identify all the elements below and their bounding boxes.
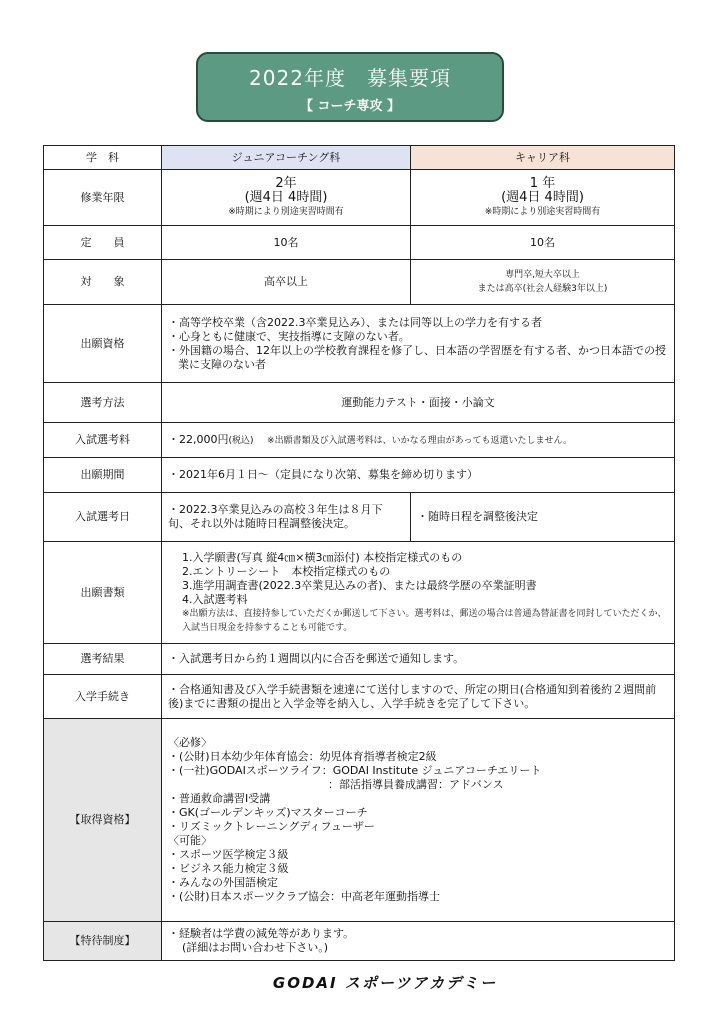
row-department <box>44 146 675 170</box>
fee-tax: (税込) <box>228 435 254 446</box>
selection-value: 運動能力テスト・面接・小論文 <box>162 383 675 423</box>
documents-note: ※出願方法は、直接持参していただくか郵送して下さい。選考料は、郵送の場合は普通為替証書を同封していただくか、入試当日現金を持参することも可能です。 <box>182 608 667 633</box>
row-documents <box>44 542 675 644</box>
career-hours: (週4日 4時間) <box>501 189 584 205</box>
application-period-value: ・2021年6月１日～（定員になり次第、募集を締め切ります） <box>162 458 675 493</box>
career-target <box>411 260 675 305</box>
row-enrollment <box>44 675 675 719</box>
qualification-item: ・普通救命講習Ⅰ受講 <box>168 792 271 805</box>
eligibility-label: 出願資格 <box>44 305 162 383</box>
special-content <box>162 922 675 961</box>
page-title: 2022年度 募集要項 <box>249 66 451 90</box>
career-capacity: 10名 <box>411 226 675 260</box>
eligibility-item: ・心身ともに健康で、実技指導に支障のない者。 <box>168 329 410 343</box>
fee-note: ※出願書類及び入試選考料は、いかなる理由があっても返還いたしません。 <box>267 435 573 446</box>
qualification-item: ・(一社)GODAIスポーツライフ：GODAI Institute ジュニアコーチエリート <box>168 764 542 777</box>
career-period-note: ※時期により別途実習時間有 <box>484 206 601 217</box>
application-period-label: 出願期間 <box>44 458 162 493</box>
godai-logo: GODAI スポーツアカデミー <box>272 974 498 992</box>
junior-hours: (週4日 4時間) <box>244 189 328 205</box>
row-special <box>44 922 675 961</box>
result-label: 選考結果 <box>44 644 162 675</box>
department-label: 学 科 <box>44 146 162 170</box>
qualification-item: ・ビジネス能力検定３級 <box>168 862 289 875</box>
optional-heading: 〈可能〉 <box>168 834 212 847</box>
career-course-header: キャリア科 <box>411 146 675 170</box>
career-years: 1 年 <box>529 175 556 191</box>
eligibility-content <box>162 305 675 383</box>
special-line1: ・経験者は学費の減免等があります。 <box>168 927 355 940</box>
fee-value: ・22,000円 <box>168 432 229 446</box>
period-label: 修業年限 <box>44 170 162 226</box>
enrollment-value: ・合格通知書及び入学手続書類を速達にて送付しますので、所定の期日(合格通知到着後約２週間前後)までに書類の提出と入学金等を納入し、入学手続きを完了して下さい。 <box>162 675 675 719</box>
row-application-period <box>44 458 675 493</box>
qualifications-content <box>162 719 675 922</box>
row-exam-date <box>44 493 675 542</box>
qualification-item: ・GK(ゴールデンキッズ)マスターコーチ <box>168 806 368 819</box>
selection-label: 選考方法 <box>44 383 162 423</box>
document-item: 3.進学用調査書(2022.3卒業見込みの者)、または最終学歴の卒業証明書 <box>182 578 537 592</box>
row-period <box>44 170 675 226</box>
qualification-item: ・みんなの外国語検定 <box>168 876 278 889</box>
required-heading: 〈必修〉 <box>168 736 212 749</box>
special-label: 【特待制度】 <box>44 922 162 961</box>
junior-target: 高卒以上 <box>162 260 411 305</box>
career-target-line1: 専門卒,短大卒以上 <box>505 270 580 280</box>
fee-content <box>162 423 675 458</box>
eligibility-item: ・高等学校卒業（含2022.3卒業見込み）、または同等以上の学力を有する者 <box>168 315 542 329</box>
exam-date-label: 入試選考日 <box>44 493 162 542</box>
career-target-line2: または高卒(社会人経験3年以上) <box>477 284 608 294</box>
junior-course-header: ジュニアコーチング科 <box>162 146 411 170</box>
row-result <box>44 644 675 675</box>
junior-exam-date: ・2022.3卒業見込みの高校３年生は８月下旬、それ以外は随時日程調整後決定。 <box>162 493 411 542</box>
capacity-label: 定 員 <box>44 226 162 260</box>
junior-capacity: 10名 <box>162 226 411 260</box>
career-exam-date: ・随時日程を調整後決定 <box>411 493 675 542</box>
qualification-item: ・リズミックトレーニングディフューザー <box>168 820 375 833</box>
result-value: ・入試選考日から約１週間以内に合否を郵送で通知します。 <box>162 644 675 675</box>
row-fee <box>44 423 675 458</box>
qualification-item: ：部活指導員養成講習：アドバンス <box>328 778 504 791</box>
qualification-item: ・(公財)日本スポーツクラブ協会：中高老年運動指導士 <box>168 890 441 903</box>
document-item: 4.入試選考料 <box>182 592 248 606</box>
junior-years: 2年 <box>275 175 297 191</box>
page-subtitle: 【 コーチ専攻 】 <box>299 99 401 114</box>
requirements-table <box>43 145 675 961</box>
career-period <box>411 170 675 226</box>
document-item: 1.入学願書(写真 縦4㎝×横3㎝添付) 本校指定様式のもの <box>182 550 463 564</box>
enrollment-label: 入学手続き <box>44 675 162 719</box>
qualification-item: ・スポーツ医学検定３級 <box>168 848 289 861</box>
documents-label: 出願書類 <box>44 542 162 644</box>
document-item: 2.エントリーシート 本校指定様式のもの <box>182 564 391 578</box>
row-target <box>44 260 675 305</box>
row-qualifications <box>44 719 675 922</box>
qualification-item: ・(公財)日本幼少年体育協会：幼児体育指導者検定2級 <box>168 750 437 763</box>
row-capacity <box>44 226 675 260</box>
fee-label: 入試選考料 <box>44 423 162 458</box>
qualifications-label: 【取得資格】 <box>44 719 162 922</box>
row-selection <box>44 383 675 423</box>
special-line2: (詳細はお問い合わせ下さい。) <box>182 941 329 954</box>
junior-period-note: ※時期により別途実習時間有 <box>228 206 344 217</box>
row-eligibility <box>44 305 675 383</box>
documents-content <box>162 542 675 644</box>
eligibility-item: ・外国籍の場合、12年以上の学校教育課程を修了し、日本語の学習歴を有する者、かつ日本語での授業に支障のない者 <box>168 343 666 371</box>
target-label: 対 象 <box>44 260 162 305</box>
junior-period <box>162 170 411 226</box>
title-banner <box>196 52 504 122</box>
